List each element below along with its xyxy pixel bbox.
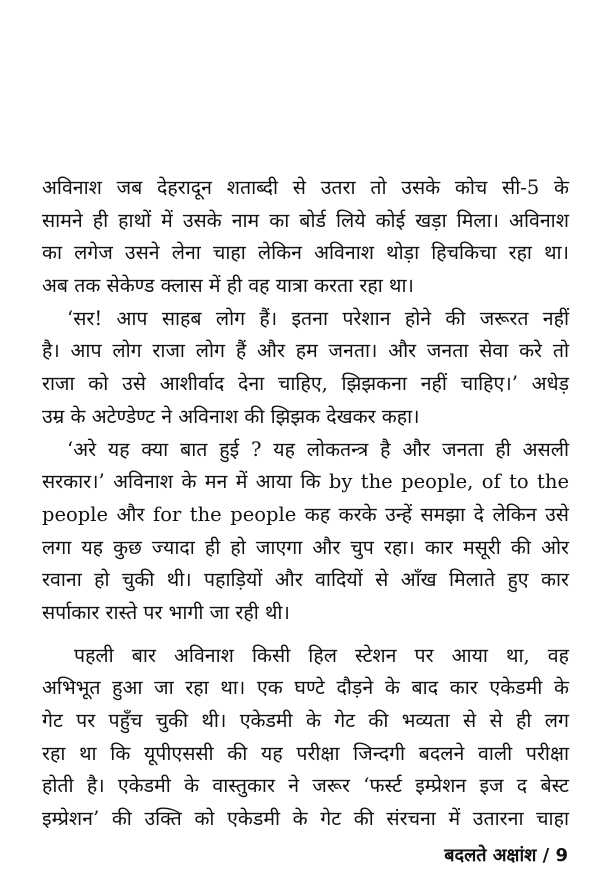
text-line: people और for the people कह करके उन्हें समझा दे लेकिन उसे <box>42 502 569 526</box>
paragraph <box>42 640 569 836</box>
text-line: रहा था कि यूपीएससी की यह परीक्षा जिन्दगी बदलने वाली परीक्षा <box>42 741 569 765</box>
text-line: गेट पर पहुँच चुकी थी। एकेडमी के गेट की भव्यता से से ही लग <box>42 709 569 732</box>
text-line: होती है। एकेडमी के वास्तुकार ने जरूर ‘फर्स्ट इम्प्रेशन इज द बेस्ट <box>42 774 569 798</box>
text-line: उम्र के अटेण्डेण्ट ने अविनाश की झिझक देखकर कहा। <box>42 404 420 428</box>
text-line: ‘अरे यह क्या बात हुई ? यह लोकतन्त्र है और जनता ही असली <box>67 437 569 461</box>
paragraph <box>42 172 569 303</box>
paragraph <box>42 303 569 434</box>
paragraph-gap <box>42 630 569 640</box>
paragraph <box>42 434 569 630</box>
text-line: लगा यह कुछ ज्यादा ही हो जाएगा और चुप रहा। कार मसूरी की ओर <box>42 535 569 559</box>
text-line: है। आप लोग राजा लोग हैं और हम जनता। और जनता सेवा करे तो <box>42 339 569 363</box>
body-text <box>42 172 569 836</box>
text-line: सरकार।’ अविनाश के मन में आया कि by the people, of to the <box>42 470 569 494</box>
running-footer: बदलते अक्षांश / 9 <box>444 845 568 866</box>
text-line: अभिभूत हुआ जा रहा था। एक घण्टे दौड़ने के बाद कार एकेडमी के <box>42 676 569 700</box>
text-line: अविनाश जब देहरादून शताब्दी से उतरा तो उसके कोच सी-5 के <box>42 176 569 199</box>
text-line: इम्प्रेशन’ की उक्ति को एकेडमी के गेट की संरचना में उतारना चाहा <box>42 807 569 831</box>
text-line: रवाना हो चुकी थी। पहाड़ियों और वादियों से आँख मिलाते हुए कार <box>42 568 569 592</box>
text-line: का लगेज उसने लेना चाहा लेकिन अविनाश थोड़ा हिचकिचा रहा था। <box>42 241 569 265</box>
text-line: सामने ही हाथों में उसके नाम का बोर्ड लिये कोई खड़ा मिला। अविनाश <box>42 208 569 232</box>
text-line: ‘सर! आप साहब लोग हैं। इतना परेशान होने की जरूरत नहीं <box>67 306 569 330</box>
text-line: पहली बार अविनाश किसी हिल स्टेशन पर आया था, वह <box>74 643 569 667</box>
text-line: अब तक सेकेण्ड क्लास में ही वह यात्रा करता रहा था। <box>42 274 414 298</box>
text-line: सर्पाकार रास्ते पर भागी जा रही थी। <box>42 600 290 624</box>
text-line: राजा को उसे आशीर्वाद देना चाहिए, झिझकना नहीं चाहिए।’ अधेड़ <box>42 372 569 396</box>
